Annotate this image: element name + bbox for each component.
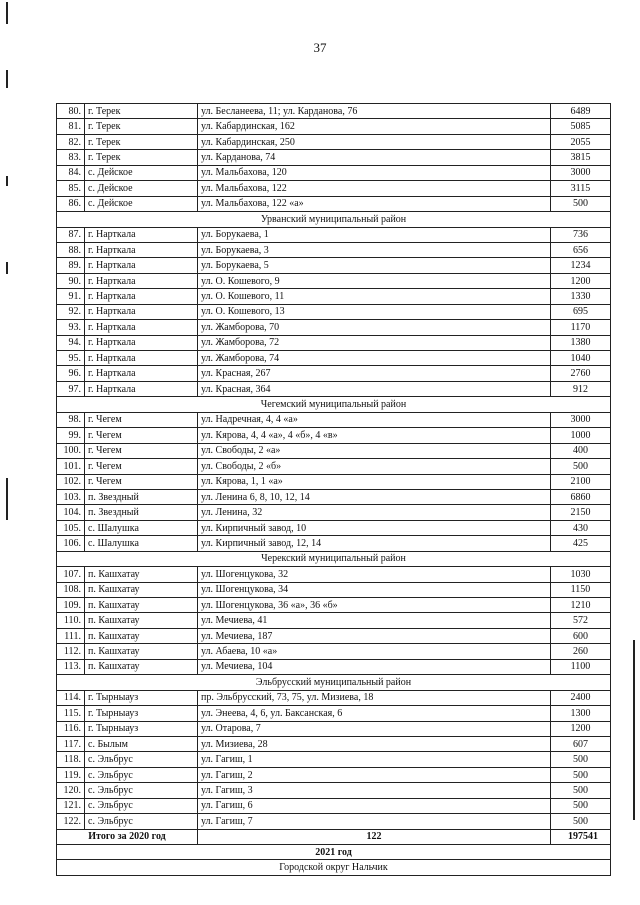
settlement-cell: п. Кашхатау bbox=[85, 613, 198, 628]
value-cell: 425 bbox=[551, 536, 611, 551]
value-cell: 1210 bbox=[551, 598, 611, 613]
address-cell: ул. Гагиш, 3 bbox=[198, 783, 551, 798]
settlement-cell: г. Терек bbox=[85, 119, 198, 134]
value-cell: 430 bbox=[551, 520, 611, 535]
scan-margin-mark bbox=[6, 2, 8, 24]
value-cell: 3000 bbox=[551, 412, 611, 427]
settlement-cell: г. Нарткала bbox=[85, 273, 198, 288]
table-row bbox=[57, 258, 611, 273]
settlement-cell: с. Эльбрус bbox=[85, 814, 198, 829]
table-row bbox=[57, 690, 611, 705]
year-row bbox=[57, 845, 611, 860]
address-cell: ул. Мальбахова, 122 «а» bbox=[198, 196, 551, 211]
address-cell: ул. Кабардинская, 162 bbox=[198, 119, 551, 134]
value-cell: 3115 bbox=[551, 181, 611, 196]
row-number: 83. bbox=[57, 150, 85, 165]
row-number: 92. bbox=[57, 304, 85, 319]
table-row bbox=[57, 150, 611, 165]
address-cell: ул. Кярова, 4, 4 «а», 4 «б», 4 «в» bbox=[198, 428, 551, 443]
address-cell: ул. Гагиш, 7 bbox=[198, 814, 551, 829]
table-row bbox=[57, 459, 611, 474]
value-cell: 1030 bbox=[551, 567, 611, 582]
settlement-cell: п. Кашхатау bbox=[85, 628, 198, 643]
address-cell: ул. Жамборова, 74 bbox=[198, 351, 551, 366]
table-row bbox=[57, 536, 611, 551]
address-cell: ул. Красная, 364 bbox=[198, 381, 551, 396]
settlement-cell: с. Шалушка bbox=[85, 520, 198, 535]
address-cell: ул. Бесланеева, 11; ул. Карданова, 76 bbox=[198, 104, 551, 119]
settlement-cell: с. Дейское bbox=[85, 196, 198, 211]
value-cell: 500 bbox=[551, 767, 611, 782]
row-number: 96. bbox=[57, 366, 85, 381]
value-cell: 607 bbox=[551, 736, 611, 751]
value-cell: 5085 bbox=[551, 119, 611, 134]
settlement-cell: г. Чегем bbox=[85, 443, 198, 458]
year-label: 2021 год bbox=[57, 845, 611, 860]
table-row bbox=[57, 706, 611, 721]
settlement-cell: п. Кашхатау bbox=[85, 659, 198, 674]
settlement-cell: г. Тырныауз bbox=[85, 721, 198, 736]
value-cell: 2760 bbox=[551, 366, 611, 381]
registry-table bbox=[56, 103, 611, 876]
table-row bbox=[57, 783, 611, 798]
value-cell: 500 bbox=[551, 798, 611, 813]
value-cell: 1380 bbox=[551, 335, 611, 350]
address-cell: ул. О. Кошевого, 11 bbox=[198, 289, 551, 304]
settlement-cell: с. Шалушка bbox=[85, 536, 198, 551]
value-cell: 1300 bbox=[551, 706, 611, 721]
total-label: Итого за 2020 год bbox=[57, 829, 198, 844]
row-number: 109. bbox=[57, 598, 85, 613]
total-row bbox=[57, 829, 611, 844]
table-row bbox=[57, 335, 611, 350]
settlement-cell: с. Эльбрус bbox=[85, 752, 198, 767]
value-cell: 572 bbox=[551, 613, 611, 628]
settlement-cell: п. Звездный bbox=[85, 505, 198, 520]
row-number: 93. bbox=[57, 320, 85, 335]
address-cell: ул. Ленина 6, 8, 10, 12, 14 bbox=[198, 489, 551, 504]
table-row bbox=[57, 351, 611, 366]
table-row bbox=[57, 752, 611, 767]
address-cell: ул. Мальбахова, 122 bbox=[198, 181, 551, 196]
row-number: 82. bbox=[57, 134, 85, 149]
address-cell: ул. О. Кошевого, 13 bbox=[198, 304, 551, 319]
table-row bbox=[57, 134, 611, 149]
section-title: Городской округ Нальчик bbox=[57, 860, 611, 875]
settlement-cell: г. Чегем bbox=[85, 474, 198, 489]
table-row bbox=[57, 798, 611, 813]
settlement-cell: г. Нарткала bbox=[85, 258, 198, 273]
address-cell: ул. Кярова, 1, 1 «а» bbox=[198, 474, 551, 489]
address-cell: ул. Шогенцукова, 32 bbox=[198, 567, 551, 582]
settlement-cell: с. Эльбрус bbox=[85, 767, 198, 782]
section-row bbox=[57, 397, 611, 412]
table-row bbox=[57, 613, 611, 628]
settlement-cell: г. Терек bbox=[85, 150, 198, 165]
row-number: 99. bbox=[57, 428, 85, 443]
address-cell: ул. Жамборова, 70 bbox=[198, 320, 551, 335]
section-title: Эльбрусский муниципальный район bbox=[57, 675, 611, 690]
scan-margin-mark bbox=[6, 176, 8, 186]
scan-margin-mark bbox=[6, 262, 8, 274]
table-row bbox=[57, 289, 611, 304]
settlement-cell: г. Нарткала bbox=[85, 335, 198, 350]
value-cell: 2400 bbox=[551, 690, 611, 705]
value-cell: 1150 bbox=[551, 582, 611, 597]
table-row bbox=[57, 582, 611, 597]
value-cell: 3815 bbox=[551, 150, 611, 165]
row-number: 85. bbox=[57, 181, 85, 196]
scan-margin-mark bbox=[6, 70, 8, 88]
value-cell: 1000 bbox=[551, 428, 611, 443]
row-number: 115. bbox=[57, 706, 85, 721]
table-row bbox=[57, 227, 611, 242]
settlement-cell: п. Кашхатау bbox=[85, 582, 198, 597]
row-number: 108. bbox=[57, 582, 85, 597]
settlement-cell: п. Кашхатау bbox=[85, 598, 198, 613]
row-number: 100. bbox=[57, 443, 85, 458]
row-number: 106. bbox=[57, 536, 85, 551]
scan-margin-mark bbox=[6, 478, 8, 520]
value-cell: 500 bbox=[551, 783, 611, 798]
row-number: 120. bbox=[57, 783, 85, 798]
settlement-cell: г. Нарткала bbox=[85, 320, 198, 335]
address-cell: ул. Карданова, 74 bbox=[198, 150, 551, 165]
settlement-cell: п. Кашхатау bbox=[85, 644, 198, 659]
value-cell: 500 bbox=[551, 752, 611, 767]
value-cell: 6860 bbox=[551, 489, 611, 504]
settlement-cell: с. Былым bbox=[85, 736, 198, 751]
address-cell: ул. Абаева, 10 «а» bbox=[198, 644, 551, 659]
row-number: 104. bbox=[57, 505, 85, 520]
table-row bbox=[57, 165, 611, 180]
value-cell: 500 bbox=[551, 814, 611, 829]
total-value: 197541 bbox=[551, 829, 611, 844]
page-number: 37 bbox=[313, 40, 327, 55]
row-number: 95. bbox=[57, 351, 85, 366]
section-row bbox=[57, 551, 611, 566]
address-cell: ул. Борукаева, 5 bbox=[198, 258, 551, 273]
address-cell: ул. Надречная, 4, 4 «а» bbox=[198, 412, 551, 427]
settlement-cell: г. Нарткала bbox=[85, 227, 198, 242]
table-row bbox=[57, 644, 611, 659]
value-cell: 695 bbox=[551, 304, 611, 319]
value-cell: 600 bbox=[551, 628, 611, 643]
address-cell: ул. Гагиш, 6 bbox=[198, 798, 551, 813]
value-cell: 1040 bbox=[551, 351, 611, 366]
value-cell: 1330 bbox=[551, 289, 611, 304]
section-title: Урванский муниципальный район bbox=[57, 212, 611, 227]
row-number: 118. bbox=[57, 752, 85, 767]
address-cell: ул. Мечиева, 187 bbox=[198, 628, 551, 643]
row-number: 89. bbox=[57, 258, 85, 273]
table-row bbox=[57, 721, 611, 736]
address-cell: ул. Мизиева, 28 bbox=[198, 736, 551, 751]
settlement-cell: г. Терек bbox=[85, 104, 198, 119]
settlement-cell: г. Чегем bbox=[85, 428, 198, 443]
section-title: Чегемский муниципальный район bbox=[57, 397, 611, 412]
settlement-cell: г. Тырныауз bbox=[85, 706, 198, 721]
row-number: 97. bbox=[57, 381, 85, 396]
table-row bbox=[57, 814, 611, 829]
row-number: 84. bbox=[57, 165, 85, 180]
value-cell: 6489 bbox=[551, 104, 611, 119]
value-cell: 260 bbox=[551, 644, 611, 659]
row-number: 111. bbox=[57, 628, 85, 643]
row-number: 86. bbox=[57, 196, 85, 211]
section-row bbox=[57, 860, 611, 875]
settlement-cell: г. Терек bbox=[85, 134, 198, 149]
value-cell: 656 bbox=[551, 242, 611, 257]
address-cell: ул. О. Кошевого, 9 bbox=[198, 273, 551, 288]
settlement-cell: г. Нарткала bbox=[85, 366, 198, 381]
value-cell: 500 bbox=[551, 196, 611, 211]
settlement-cell: г. Нарткала bbox=[85, 289, 198, 304]
address-cell: ул. Мечиева, 41 bbox=[198, 613, 551, 628]
value-cell: 2100 bbox=[551, 474, 611, 489]
row-number: 114. bbox=[57, 690, 85, 705]
address-cell: ул. Жамборова, 72 bbox=[198, 335, 551, 350]
registry-table-body bbox=[57, 104, 611, 876]
table-row bbox=[57, 104, 611, 119]
settlement-cell: с. Дейское bbox=[85, 165, 198, 180]
table-row bbox=[57, 474, 611, 489]
row-number: 103. bbox=[57, 489, 85, 504]
table-row bbox=[57, 520, 611, 535]
value-cell: 1170 bbox=[551, 320, 611, 335]
address-cell: ул. Красная, 267 bbox=[198, 366, 551, 381]
row-number: 119. bbox=[57, 767, 85, 782]
settlement-cell: с. Эльбрус bbox=[85, 798, 198, 813]
table-row bbox=[57, 273, 611, 288]
table-row bbox=[57, 196, 611, 211]
table-row bbox=[57, 366, 611, 381]
table-row bbox=[57, 412, 611, 427]
settlement-cell: г. Нарткала bbox=[85, 351, 198, 366]
value-cell: 912 bbox=[551, 381, 611, 396]
value-cell: 1200 bbox=[551, 273, 611, 288]
value-cell: 1234 bbox=[551, 258, 611, 273]
row-number: 88. bbox=[57, 242, 85, 257]
value-cell: 1100 bbox=[551, 659, 611, 674]
value-cell: 3000 bbox=[551, 165, 611, 180]
table-row bbox=[57, 598, 611, 613]
address-cell: ул. Кирпичный завод, 12, 14 bbox=[198, 536, 551, 551]
table-row bbox=[57, 659, 611, 674]
settlement-cell: с. Эльбрус bbox=[85, 783, 198, 798]
table-row bbox=[57, 736, 611, 751]
table-row bbox=[57, 381, 611, 396]
row-number: 94. bbox=[57, 335, 85, 350]
row-number: 113. bbox=[57, 659, 85, 674]
table-row bbox=[57, 428, 611, 443]
table-row bbox=[57, 489, 611, 504]
value-cell: 500 bbox=[551, 459, 611, 474]
row-number: 102. bbox=[57, 474, 85, 489]
address-cell: ул. Шогенцукова, 36 «а», 36 «б» bbox=[198, 598, 551, 613]
settlement-cell: п. Звездный bbox=[85, 489, 198, 504]
section-row bbox=[57, 675, 611, 690]
table-row bbox=[57, 242, 611, 257]
row-number: 80. bbox=[57, 104, 85, 119]
table-row bbox=[57, 767, 611, 782]
row-number: 122. bbox=[57, 814, 85, 829]
address-cell: ул. Гагиш, 1 bbox=[198, 752, 551, 767]
address-cell: ул. Отарова, 7 bbox=[198, 721, 551, 736]
row-number: 87. bbox=[57, 227, 85, 242]
row-number: 98. bbox=[57, 412, 85, 427]
address-cell: ул. Мечиева, 104 bbox=[198, 659, 551, 674]
address-cell: ул. Кабардинская, 250 bbox=[198, 134, 551, 149]
table-row bbox=[57, 181, 611, 196]
table-row bbox=[57, 304, 611, 319]
address-cell: ул. Свободы, 2 «б» bbox=[198, 459, 551, 474]
row-number: 107. bbox=[57, 567, 85, 582]
value-cell: 2055 bbox=[551, 134, 611, 149]
row-number: 112. bbox=[57, 644, 85, 659]
table-row bbox=[57, 505, 611, 520]
address-cell: ул. Кирпичный завод, 10 bbox=[198, 520, 551, 535]
address-cell: ул. Ленина, 32 bbox=[198, 505, 551, 520]
settlement-cell: с. Дейское bbox=[85, 181, 198, 196]
settlement-cell: п. Кашхатау bbox=[85, 567, 198, 582]
value-cell: 736 bbox=[551, 227, 611, 242]
row-number: 81. bbox=[57, 119, 85, 134]
address-cell: ул. Мальбахова, 120 bbox=[198, 165, 551, 180]
row-number: 110. bbox=[57, 613, 85, 628]
section-title: Черекский муниципальный район bbox=[57, 551, 611, 566]
table-row bbox=[57, 443, 611, 458]
row-number: 90. bbox=[57, 273, 85, 288]
table-row bbox=[57, 628, 611, 643]
total-count: 122 bbox=[198, 829, 551, 844]
value-cell: 400 bbox=[551, 443, 611, 458]
section-row bbox=[57, 212, 611, 227]
settlement-cell: г. Нарткала bbox=[85, 304, 198, 319]
row-number: 117. bbox=[57, 736, 85, 751]
address-cell: пр. Эльбрусский, 73, 75, ул. Мизиева, 18 bbox=[198, 690, 551, 705]
row-number: 121. bbox=[57, 798, 85, 813]
row-number: 105. bbox=[57, 520, 85, 535]
row-number: 116. bbox=[57, 721, 85, 736]
address-cell: ул. Энеева, 4, 6, ул. Баксанская, 6 bbox=[198, 706, 551, 721]
table-row bbox=[57, 567, 611, 582]
table-row bbox=[57, 119, 611, 134]
scan-edge-mark bbox=[633, 640, 635, 820]
settlement-cell: г. Нарткала bbox=[85, 381, 198, 396]
table-row bbox=[57, 320, 611, 335]
row-number: 91. bbox=[57, 289, 85, 304]
address-cell: ул. Гагиш, 2 bbox=[198, 767, 551, 782]
address-cell: ул. Шогенцукова, 34 bbox=[198, 582, 551, 597]
address-cell: ул. Борукаева, 3 bbox=[198, 242, 551, 257]
row-number: 101. bbox=[57, 459, 85, 474]
settlement-cell: г. Чегем bbox=[85, 459, 198, 474]
settlement-cell: г. Тырныауз bbox=[85, 690, 198, 705]
address-cell: ул. Свободы, 2 «а» bbox=[198, 443, 551, 458]
settlement-cell: г. Чегем bbox=[85, 412, 198, 427]
settlement-cell: г. Нарткала bbox=[85, 242, 198, 257]
value-cell: 1200 bbox=[551, 721, 611, 736]
value-cell: 2150 bbox=[551, 505, 611, 520]
address-cell: ул. Борукаева, 1 bbox=[198, 227, 551, 242]
